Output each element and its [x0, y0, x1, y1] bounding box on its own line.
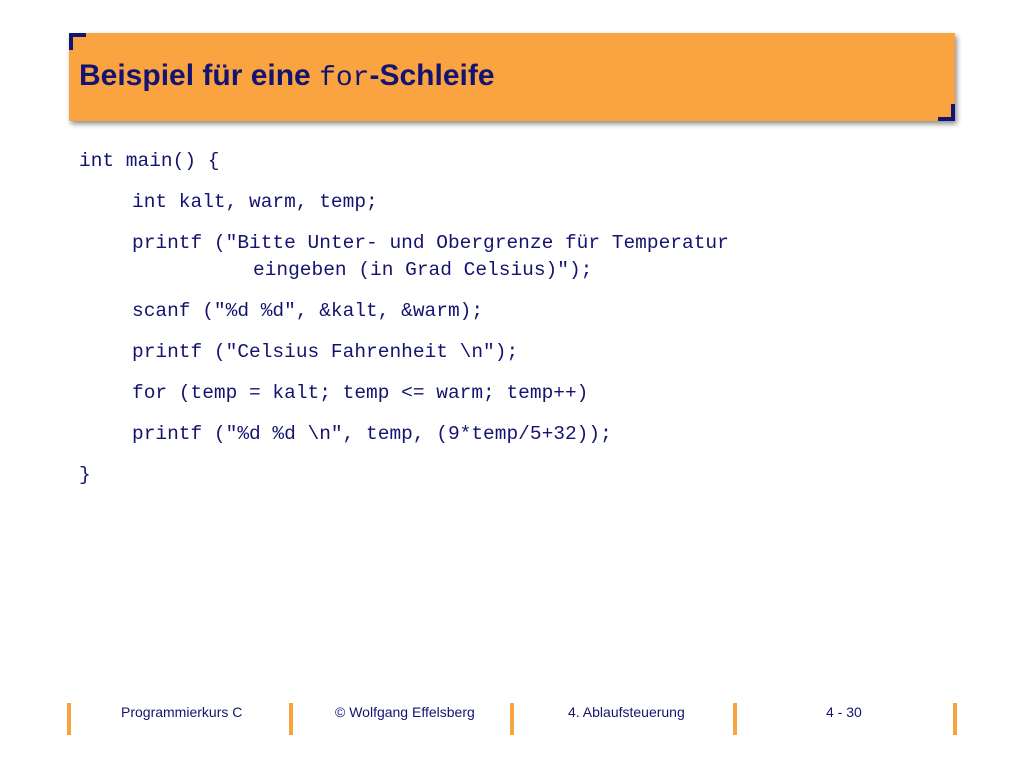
- footer-course: Programmierkurs C: [121, 704, 243, 720]
- footer-divider: [67, 703, 71, 735]
- code-line: int main() {: [79, 150, 220, 172]
- slide-footer: [0, 693, 1024, 737]
- code-line: printf ("Celsius Fahrenheit \n");: [132, 341, 519, 363]
- code-line: }: [79, 464, 91, 486]
- code-line: printf ("Bitte Unter- und Obergrenze für Temperatur: [132, 232, 729, 254]
- footer-divider: [733, 703, 737, 735]
- code-line: int kalt, warm, temp;: [132, 191, 378, 213]
- code-line: printf ("%d %d \n", temp, (9*temp/5+32));: [132, 423, 612, 445]
- title-keyword: for: [319, 63, 370, 94]
- footer-page-number: 4 - 30: [826, 704, 862, 720]
- footer-divider: [510, 703, 514, 735]
- code-line: for (temp = kalt; temp <= warm; temp++): [132, 382, 589, 404]
- footer-chapter: 4. Ablaufsteuerung: [568, 704, 685, 720]
- title-suffix: -Schleife: [369, 59, 495, 92]
- title-prefix: Beispiel für eine: [79, 59, 320, 92]
- corner-ornament-top-left: [69, 33, 86, 50]
- title-bar: [69, 33, 955, 121]
- footer-divider: [289, 703, 293, 735]
- code-line: scanf ("%d %d", &kalt, &warm);: [132, 300, 484, 322]
- footer-divider: [953, 703, 957, 735]
- footer-author: © Wolfgang Effelsberg: [335, 704, 475, 720]
- code-line: eingeben (in Grad Celsius)");: [253, 259, 593, 281]
- corner-ornament-bottom-right: [938, 104, 955, 121]
- slide-title: [79, 54, 495, 101]
